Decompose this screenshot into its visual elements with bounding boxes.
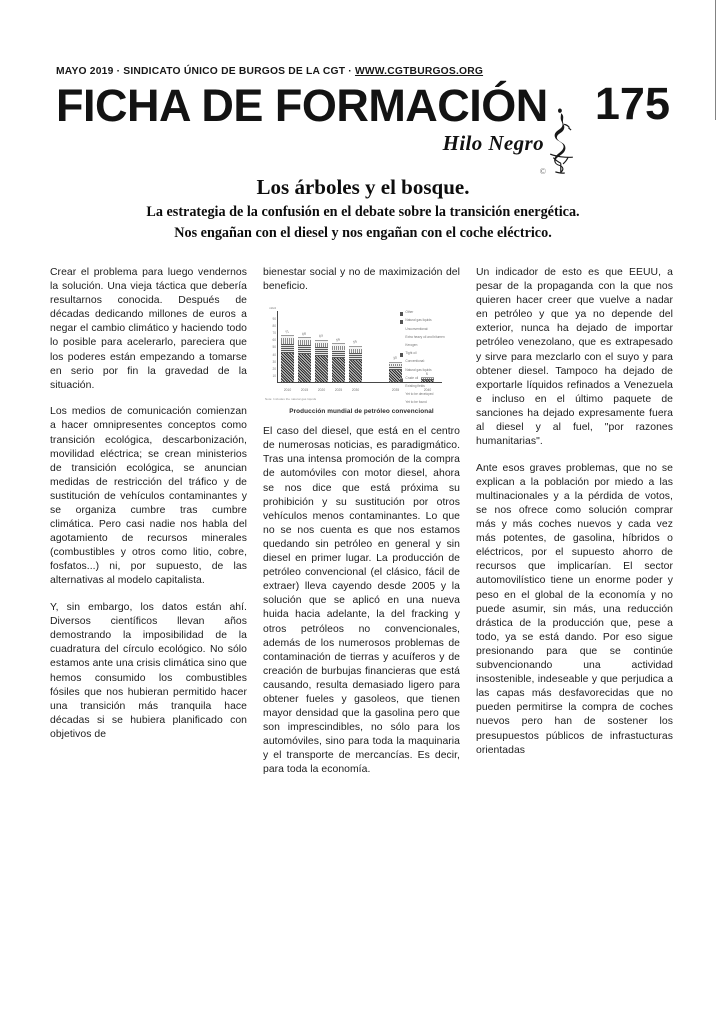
chart-bar-segment — [332, 350, 345, 358]
masthead-title-row — [56, 78, 670, 176]
chart-x-tick-label: 2035 — [391, 388, 400, 393]
chart-legend-item — [400, 352, 460, 359]
chart-x-tick-label: 2020 — [317, 388, 326, 393]
chart-note: Note: Includes the natural gas liquids — [265, 397, 317, 402]
chart-legend-item — [400, 377, 460, 384]
chart-legend-label: Kerogen — [405, 342, 418, 347]
chart-bar-segment — [315, 356, 328, 382]
chart-legend-label: Existing fields — [405, 383, 425, 388]
chart-legend-label: Extra heavy oil and bitumen — [405, 334, 445, 339]
y-tick: 90 — [272, 317, 276, 322]
chart-bar-segment — [281, 344, 294, 353]
chart-legend-item — [400, 311, 460, 318]
chart-bar-value-label: 59 — [335, 337, 341, 343]
chart-bar — [281, 329, 294, 382]
chart-legend-label: Other — [405, 310, 414, 315]
masthead-organization: SINDICATO ÚNICO DE BURGOS DE LA CGT — [123, 66, 346, 77]
chart-bar-value-label: 6 — [425, 371, 429, 377]
chart-legend-swatch — [400, 329, 403, 332]
chart-legend-label: Conventional: — [405, 359, 425, 364]
chart-legend-item — [400, 401, 460, 408]
body-column-1 — [50, 266, 247, 992]
y-tick: 20 — [272, 366, 276, 371]
y-tick: 50 — [272, 345, 276, 350]
body-column-2 — [263, 266, 460, 992]
chart-y-axis-line — [277, 311, 278, 383]
chart-x-tick-label: 2040 — [423, 388, 432, 393]
paragraph: Los medios de comunicación comienzan a hacer omnipresentes conceptos como transición ecológica, descarbonización, movilidad eléctrica; se crean ministerios de transición ecológica, se anuncian medidas de restricción del tráfico y de sustitución de vehículos contaminantes y se organiza cumbre tras cumbre climática. Pero casi nadie nos habla del agotamiento de recursos minerales (combustibles y otros como litio, cobre, fosfatos...) ni, por supuesto, de las alternativas al modelo capitalista. — [50, 406, 247, 587]
chart-legend-item — [400, 328, 460, 335]
chart-legend-label: Natural gas liquids — [405, 318, 432, 323]
chart-bar-value-label: 71 — [284, 329, 290, 335]
publication-subbrand: Hilo Negro — [442, 131, 544, 155]
chart-x-tick-label: 2025 — [334, 388, 343, 393]
masthead — [56, 66, 670, 176]
y-tick: 80 — [272, 324, 276, 329]
paragraph: El caso del diesel, que está en el centro de numerosas noticias, es paradigmático. Tras una intensa promoción de la compra de automóviles con motor diesel, ahora se nos dice que está próxima su prohibición y su sustitución por otros vehículos menos contaminantes. Lo que no se nos cuenta es que nos estamos quedando sin petróleo en general y sin diesel en primer lugar. La producción de petróleo convencional (el clásico, fácil de extraer) lleva cayendo desde 2005 y la solución que se aplicó en una nueva huida hacia adelante, la del fracking y otros petróleos no convencionales, además de los numerosos problemas de contaminación de tierras y acuíferos y de creación de burbujas financieras que está causando, resulta demasiado ligero para obtener fueles y gasoleos, que tienen mayor densidad que la gasolina pero que son imprescindibles, no sólo para los automóviles, sino para toda la maquinaria y el transporte de mercancías. Es decir, para toda la economía. — [263, 426, 460, 776]
masthead-separator-2: · — [345, 66, 355, 77]
chart-bar — [315, 334, 328, 382]
chart-legend-label: Crude oil — [405, 375, 419, 380]
paragraph: Ante esos graves problemas, que no se explican a la población por miedo a las multinacionales y a la pérdida de votos, se nos ofrece como solución comprar más y más coches nuevos y cada vez más potentes, de gasolina, híbridos o eléctricos, por el supuesto ahorro de recursos que implicarían. El sector automovilístico tiene un enorme poder y peso en el global de la economía y no puede asumir, sin más, una reducción drástica de la producción que, pese a todo, ya se está dando. Por eso sigue presionando para que se continúe subvencionando una actividad insostenible, indeseable y que perjudica a las capas más desfavorecidas que no pueden permitirse la compra de coches nuevos pero han de sostener los presupuestos públicos de infrastucturas orientadas — [476, 462, 673, 756]
y-tick: 70 — [272, 331, 276, 336]
chart-legend-item — [400, 393, 460, 400]
article-body — [50, 266, 674, 992]
y-tick: 10 — [272, 373, 276, 378]
masthead-website-link[interactable]: WWW.CGTBURGOS.ORG — [354, 66, 484, 77]
chart-legend-swatch — [400, 370, 403, 373]
y-tick: 40 — [272, 352, 276, 357]
chart-x-tick-label: 2015 — [300, 388, 309, 393]
chart-legend-swatch — [400, 312, 403, 315]
article-title: Los árboles y el bosque. — [256, 175, 470, 199]
article-subtitle-line-2: Nos engañan con el diesel y nos engañan con el coche eléctrico. — [174, 224, 552, 241]
chart-legend-swatch — [400, 386, 403, 389]
chart-bar-segment — [281, 353, 294, 383]
chart-legend-item — [400, 319, 460, 326]
article-subtitle-line-1: La estrategia de la confusión en el debate sobre la transición energética. — [146, 203, 580, 220]
chart-bar-segment — [315, 347, 328, 355]
figure-oil-production — [263, 305, 460, 415]
issue-number: 175 — [594, 78, 670, 129]
masthead-kicker — [56, 66, 670, 77]
chart-legend-label: Natural gas liquids — [405, 367, 432, 372]
chart-legend-swatch — [400, 320, 403, 323]
y-tick: 30 — [272, 359, 276, 364]
chart-legend-item — [400, 385, 460, 392]
chart-y-tick-labels — [265, 318, 276, 378]
publication-title: FICHA DE FORMACIÓN — [56, 80, 548, 131]
chart-area — [263, 305, 460, 405]
chart-legend-label: Unconventional: — [405, 326, 429, 331]
y-tick: 60 — [272, 338, 276, 343]
masthead-separator-1: · — [113, 66, 124, 77]
scan-margin-artifact — [716, 0, 724, 1024]
chart-bar-value-label: 55 — [352, 339, 358, 345]
chart-y-axis-label: mb/d — [269, 306, 276, 311]
chart-legend — [400, 311, 460, 409]
chart-legend-swatch — [400, 394, 403, 397]
chart-bar — [298, 331, 311, 382]
chart-x-tick-label: 2010 — [283, 388, 292, 393]
chart-legend-swatch — [400, 378, 403, 382]
chart-legend-label: Tight oil — [405, 351, 417, 356]
figure-caption: Producción mundial de petróleo convencional — [289, 408, 434, 416]
chart-legend-swatch — [400, 361, 403, 364]
chart-bar-value-label: 30 — [392, 356, 398, 361]
chart-legend-label: Yet to be developed — [405, 392, 434, 397]
chart-bar-segment — [349, 353, 362, 360]
chart-legend-swatch — [400, 353, 403, 356]
chart-legend-swatch — [400, 337, 403, 340]
chart-bar-value-label: 68 — [301, 331, 307, 337]
chart-legend-item — [400, 344, 460, 351]
copyright-mark: © — [539, 167, 546, 176]
paragraph: Y, sin embargo, los datos están ahí. Diversos científicos llevan años demostrando la imposibilidad de la cuadratura del círculo ecológico. No sólo estamos ante una crisis climática sino que hemos consumido los combustibles fósiles que nos hubieran permitido hacer una transición más tranquila hace décadas si se hubiera planificado con objetivos de — [50, 602, 247, 740]
paragraph: Un indicador de esto es que EEUU, a pesar de la propaganda con la que nos quieren hacer creer que vuelve a nadar en petróleo y que ya no depende del exterior, nunca ha dejado de importar petróleo venezolano, que es extrapesado y sirve para mezclarlo con el suyo y para obtener diesel. Tampoco ha dejado de exportarle líquidos refinados a Venezuela e incluso en el último paquete de sanciones ha dejado expresamente fuera al diesel y al fuel, "por razones humanitarias". — [476, 267, 673, 448]
chart-legend-item — [400, 360, 460, 367]
chart-bar-segment — [298, 345, 311, 354]
chart-legend-item — [400, 369, 460, 376]
paragraph: Crear el problema para luego vendernos la solución. Una vieja táctica que debería resultarnos conocida. Después de décadas dedicando millones de euros a negar el cambio climático y haciendo todo lo posible para acelerarlo, pareciera que los poderes están empezando a tomarse en serio por fin la gravedad de la situación. — [50, 267, 247, 391]
chart-bar-segment — [332, 358, 345, 382]
body-column-3 — [476, 266, 673, 992]
chart-legend-label: Yet to be found — [405, 400, 427, 405]
chart-bar — [349, 339, 362, 382]
chart-legend-item — [400, 336, 460, 343]
chart-bar — [332, 337, 345, 382]
masthead-date: MAYO 2019 — [56, 66, 114, 77]
chart-legend-swatch — [400, 345, 403, 348]
paragraph: bienestar social y no de maximización del beneficio. — [263, 267, 460, 293]
article-headline-block — [56, 175, 670, 243]
chart-bar-segment — [349, 360, 362, 383]
chart-x-tick-label: 2030 — [351, 388, 360, 393]
chart-legend-swatch — [400, 402, 403, 405]
chart-bar-value-label: 64 — [318, 334, 324, 339]
chart-bar-segment — [298, 354, 311, 382]
